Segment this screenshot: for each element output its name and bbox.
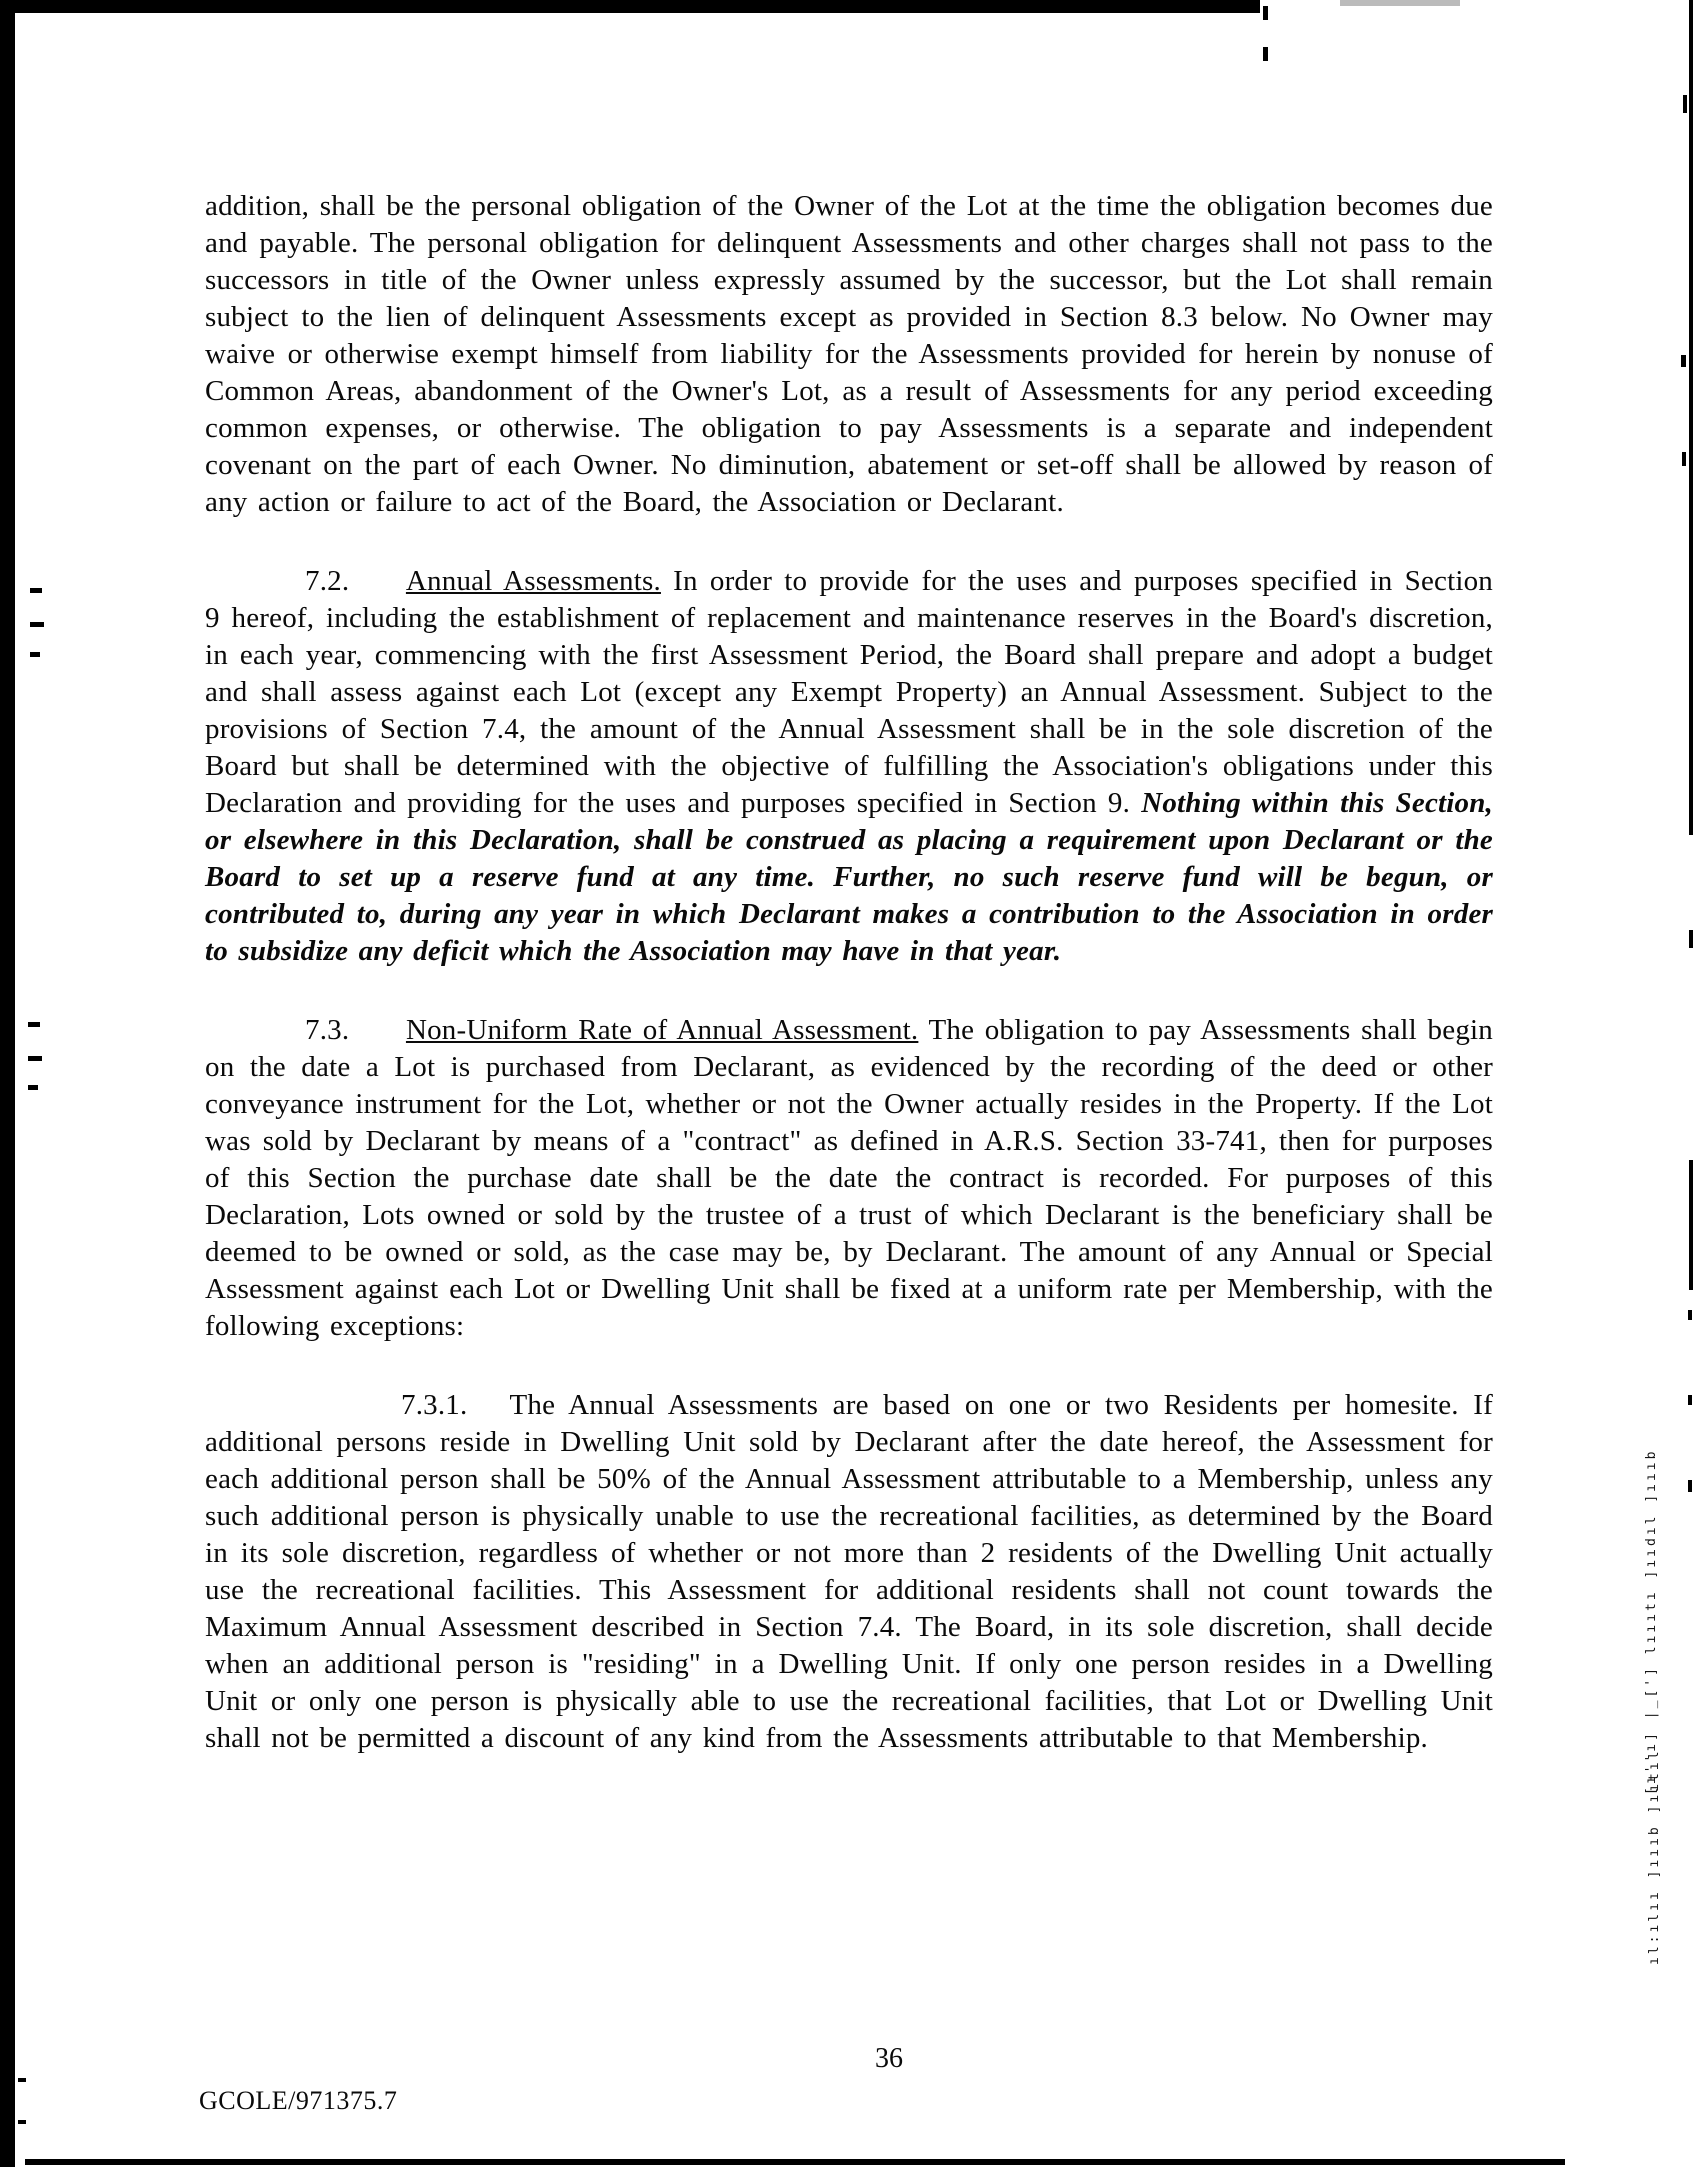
footer-document-reference: GCOLE/971375.7	[199, 2086, 398, 2115]
scan-artifact-speck	[1263, 6, 1268, 20]
section-7-3-paragraph	[205, 1012, 1493, 1345]
section-7-2-paragraph	[205, 563, 1493, 970]
margin-stamp-lower: ıl:ılıı ]ıııb ]ııtıl	[1647, 1748, 1662, 1965]
document-text-block	[205, 188, 1493, 1757]
scan-artifact-right-line-upper	[1689, 0, 1693, 835]
scan-artifact-bottom-line	[25, 2159, 1565, 2165]
scan-artifact-right-dash	[1689, 930, 1693, 948]
scan-artifact-tick	[30, 588, 42, 593]
section-7-3-number: 7.3.	[305, 1014, 350, 1046]
scan-artifact-tick	[28, 1085, 38, 1090]
scan-artifact-right-line-mid	[1689, 1160, 1693, 1290]
section-7-2-emphasis-text: Nothing within this Section, or elsewhere in this Declaration, shall be construed as placing a requirement upon Declarant or the Board to set up a reserve fund at any time. Further, no such reserve fund will be begun, or contributed to, during any year in which Declarant makes a contribution to the Association in order to subsidize any deficit which the Association may have in that year.	[205, 787, 1494, 967]
section-7-3-heading: Non-Uniform Rate of Annual Assessment.	[405, 1014, 919, 1046]
scan-artifact-right-dash	[1683, 95, 1687, 113]
section-7-2-heading: Annual Assessments.	[405, 565, 661, 597]
scan-artifact-left-bar	[0, 0, 15, 2167]
scan-artifact-tick	[28, 1022, 40, 1027]
body-text: addition, shall be the personal obligation of the Owner of the Lot at the time the obligation becomes due and payable. The personal obligation for delinquent Assessments and other charges shall not pass to the successors in title of the Owner unless expressly assumed by the successor, but the Lot shall remain subject to the lien of delinquent Assessments except as provided in Section 8.3 below. No Owner may waive or otherwise exempt himself from liability for the Assessments provided for herein by nonuse of Common Areas, abandonment of the Owner's Lot, as a result of Assessments for any period exceeding common expenses, or otherwise. The obligation to pay Assessments is a separate and independent covenant on the part of each Owner. No diminution, abatement or set-off shall be allowed by reason of any action or failure to act of the Board, the Association or Declarant.	[205, 190, 1493, 518]
scan-artifact-speck	[1263, 47, 1268, 61]
scan-artifact-tick	[30, 622, 44, 627]
scan-artifact-right-dash	[1681, 355, 1686, 367]
scan-artifact-tick	[28, 1056, 42, 1061]
scan-artifact-tick	[18, 2078, 26, 2082]
section-7-2-body-text: In order to provide for the uses and purposes specified in Section 9 hereof, including the establishment of replacement and maintenance reserves in the Board's discretion, in each year, commencing with the first Assessment Period, the Board shall prepare and adopt a budget and shall assess against each Lot (except any Exempt Property) an Annual Assessment. Subject to the provisions of Section 7.4, the amount of the Annual Assessment shall be in the sole discretion of the Board but shall be determined with the objective of fulfilling the Association's obligations under this Declaration and providing for the uses and purposes specified in Section 9.	[205, 565, 1494, 819]
scan-artifact-tick	[30, 652, 40, 657]
page-number: 36	[875, 2043, 903, 2074]
scan-artifact-right-dash	[1688, 1310, 1692, 1320]
section-7-3-1-number: 7.3.1.	[401, 1389, 468, 1421]
scan-artifact-top-bar	[0, 0, 1260, 13]
scan-artifact-right-dash	[1682, 452, 1686, 466]
section-7-3-1-body-text: The Annual Assessments are based on one or two Residents per homesite. If additional persons reside in Dwelling Unit sold by Declarant after the date hereof, the Assessment for each additional person shall be 50% of the Annual Assessment attributable to a Membership, unless any such additional person is physically unable to use the recreational facilities, as determined by the Board in its sole discretion, regardless of whether or not more than 2 residents of the Dwelling Unit actually use the recreational facilities. This Assessment for additional residents shall not count towards the Maximum Annual Assessment described in Section 7.4. The Board, in its sole discretion, shall decide when an additional person is "residing" in a Dwelling Unit. If only one person resides in a Dwelling Unit or only one person is physically able to use the recreational facilities, that Lot or Dwelling Unit shall not be permitted a discount of any kind from the Assessments attributable to that Membership.	[205, 1389, 1493, 1754]
scan-artifact-right-dash	[1688, 1395, 1692, 1405]
section-7-3-1-paragraph	[205, 1387, 1493, 1757]
scan-artifact-right-dash	[1688, 1480, 1692, 1492]
margin-stamp-upper: [ı''ı] |_['] lıııtı ]ııdıl ]ıııb	[1644, 1448, 1659, 1795]
scan-artifact-tick	[18, 2120, 26, 2124]
continued-body-paragraph	[205, 188, 1493, 521]
section-7-3-body-text: The obligation to pay Assessments shall begin on the date a Lot is purchased from Declarant, as evidenced by the recording of the deed or other conveyance instrument for the Lot, whether or not the Owner actually resides in the Property. If the Lot was sold by Declarant by means of a "contract" as defined in A.R.S. Section 33-741, then for purposes of this Section the purchase date shall be the date the contract is recorded. For purposes of this Declaration, Lots owned or sold by the trustee of a trust of which Declarant is the beneficiary shall be deemed to be owned or sold, as the case may be, by Declarant. The amount of any Annual or Special Assessment against each Lot or Dwelling Unit shall be fixed at a uniform rate per Membership, with the following exceptions:	[205, 1014, 1493, 1342]
section-7-2-number: 7.2.	[305, 565, 350, 597]
scan-artifact-top-smudge	[1340, 0, 1460, 6]
